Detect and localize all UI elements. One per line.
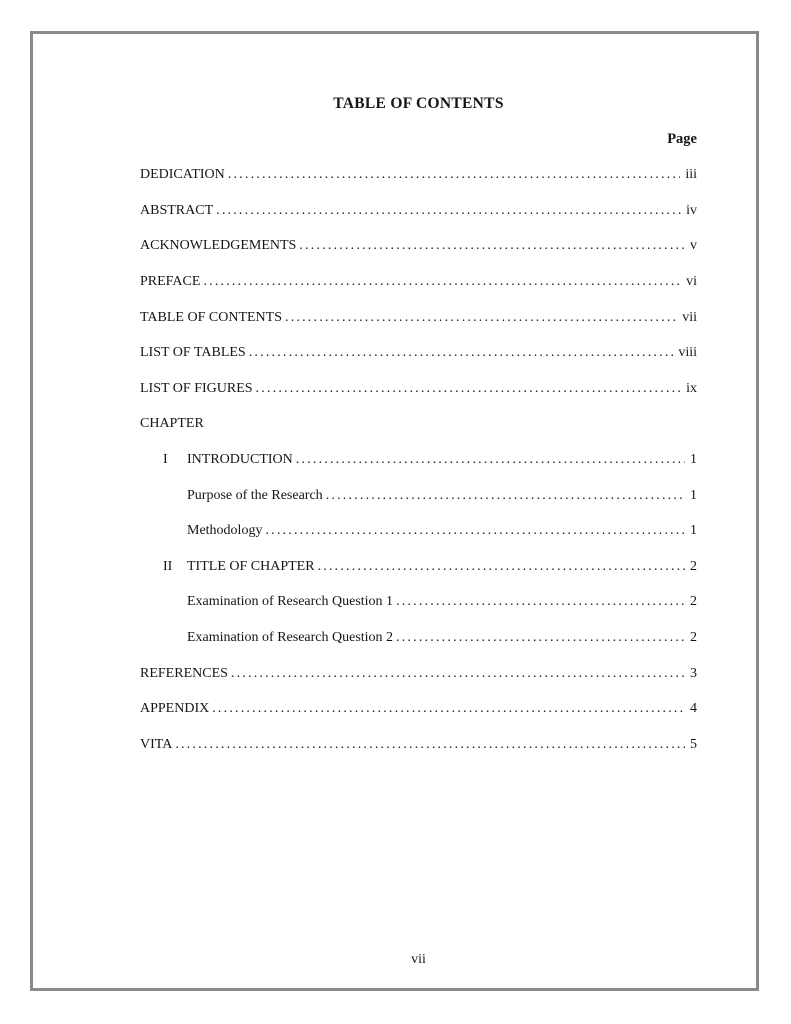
dot-leader (231, 656, 685, 692)
toc-entry-page: viii (678, 345, 697, 361)
toc-entry-vita (140, 727, 697, 763)
dot-leader (212, 691, 685, 727)
dot-leader (175, 727, 685, 763)
dot-leader (318, 549, 685, 585)
toc-entry-page: iii (685, 167, 697, 183)
toc-entry-label: DEDICATION (140, 167, 225, 183)
dot-leader (228, 157, 681, 193)
toc-entry-table-of-contents (140, 300, 697, 336)
toc-entry-label: ACKNOWLEDGEMENTS (140, 238, 297, 254)
toc-entry-label: LIST OF TABLES (140, 345, 246, 361)
toc-entry-methodology (140, 513, 697, 549)
toc-entry-page: 4 (690, 701, 697, 717)
toc-entry-page: 1 (690, 523, 697, 539)
toc-entry-purpose (140, 478, 697, 514)
toc-entry-page: iv (686, 202, 697, 218)
toc-entry-label: ABSTRACT (140, 202, 214, 218)
page-column-label: Page (667, 130, 697, 147)
toc-content (140, 86, 697, 762)
toc-entry-label: Examination of Research Question 2 (187, 629, 394, 645)
dot-leader (299, 228, 685, 264)
toc-entry-label: APPENDIX (140, 701, 210, 717)
toc-entry-abstract (140, 193, 697, 229)
toc-entry-label: Purpose of the Research (187, 487, 323, 503)
toc-entry-label: INTRODUCTION (187, 451, 293, 467)
toc-entry-page: 3 (690, 665, 697, 681)
toc-entry-page: 5 (690, 736, 697, 752)
toc-entry-page: 2 (690, 629, 697, 645)
toc-entry-label: Methodology (187, 523, 263, 539)
toc-entry-page: 2 (690, 558, 697, 574)
toc-entry-page: vi (686, 273, 697, 289)
dot-leader (249, 335, 674, 371)
toc-entry-label: Examination of Research Question 1 (187, 594, 394, 610)
toc-entry-dedication (140, 157, 697, 193)
toc-entry-research-question-1 (140, 584, 697, 620)
toc-entry-acknowledgements (140, 228, 697, 264)
toc-entry-label: VITA (140, 736, 173, 752)
dot-leader (396, 584, 685, 620)
dot-leader (396, 620, 685, 656)
dot-leader (326, 478, 685, 514)
toc-entry-list-of-figures (140, 371, 697, 407)
toc-entry-label: TITLE OF CHAPTER (187, 558, 315, 574)
toc-entry-chapter-2 (140, 549, 697, 585)
toc-entry-label: TABLE OF CONTENTS (140, 309, 282, 325)
dot-leader (265, 513, 685, 549)
footer-page-number: vii (411, 952, 426, 967)
toc-entry-page: 2 (690, 594, 697, 610)
dot-leader (216, 193, 681, 229)
toc-entry-page: vii (682, 309, 697, 325)
toc-entry-page: ix (686, 380, 697, 396)
toc-entry-label: LIST OF FIGURES (140, 380, 253, 396)
toc-entry-references (140, 656, 697, 692)
toc-entry-label: CHAPTER (140, 416, 204, 432)
page-title: TABLE OF CONTENTS (333, 95, 504, 112)
toc-entry-page: 1 (690, 487, 697, 503)
dot-leader (256, 371, 682, 407)
toc-heading-chapter (140, 406, 697, 442)
chapter-numeral: I (163, 451, 168, 467)
toc-entry-label: REFERENCES (140, 665, 228, 681)
toc-entry-label: PREFACE (140, 273, 201, 289)
toc-entry-page: v (690, 238, 697, 254)
toc-entry-preface (140, 264, 697, 300)
dot-leader (203, 264, 681, 300)
toc-entry-research-question-2 (140, 620, 697, 656)
chapter-numeral: II (163, 558, 173, 574)
dot-leader (296, 442, 685, 478)
toc-entry-appendix (140, 691, 697, 727)
dot-leader (285, 300, 677, 336)
toc-entry-list-of-tables (140, 335, 697, 371)
toc-entry-chapter-1 (140, 442, 697, 478)
toc-entry-page: 1 (690, 451, 697, 467)
